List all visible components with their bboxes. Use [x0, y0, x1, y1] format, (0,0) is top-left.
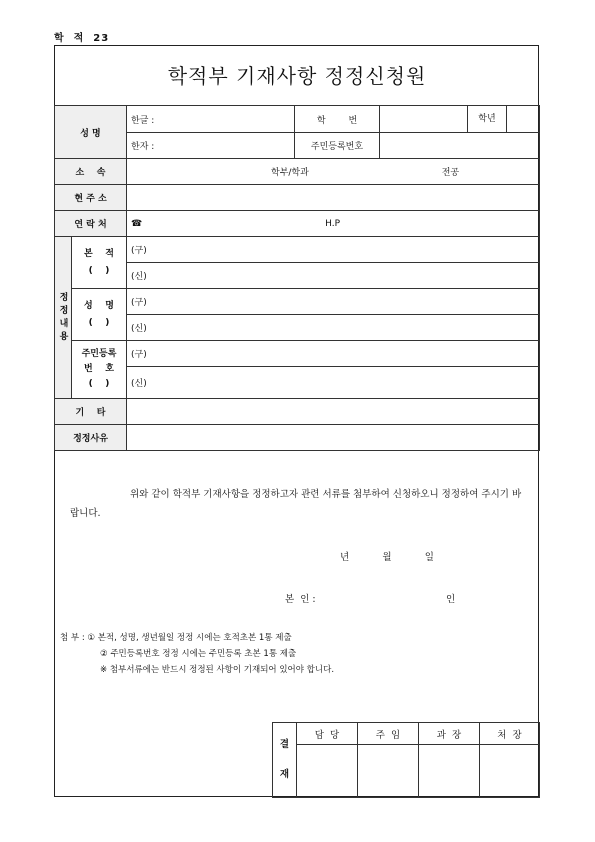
affiliation-label: 소 속: [55, 159, 127, 185]
approval-col-director: 처 장: [480, 723, 540, 745]
name2-label-text: 성 명: [84, 300, 114, 311]
date-line: 년 월 일: [340, 552, 434, 563]
student-no-field[interactable]: [380, 106, 468, 133]
domicile-paren: ( ): [88, 265, 110, 276]
approval-sign-staff[interactable]: [297, 745, 358, 798]
approval-label-b: 재: [279, 769, 290, 780]
name-new-field[interactable]: [127, 315, 540, 341]
affiliation-field[interactable]: [127, 159, 540, 185]
approval-label: [273, 723, 297, 798]
approval-table: [272, 722, 540, 798]
major-label: 전공: [441, 168, 460, 178]
hangul-label: 한글 :: [131, 115, 155, 126]
name2-paren: ( ): [88, 317, 110, 328]
rrn-new-field[interactable]: [127, 367, 540, 399]
signature-label: 본 인 :: [285, 594, 316, 605]
grade-field[interactable]: [507, 106, 539, 132]
rrn2-paren: ( ): [88, 379, 110, 389]
old-label: (구): [131, 298, 147, 308]
domicile-new-field[interactable]: [127, 263, 540, 289]
name2-label: [72, 289, 127, 341]
rrn-old-field[interactable]: [127, 341, 540, 367]
hangul-name-field[interactable]: [127, 106, 295, 133]
old-label: (구): [131, 350, 147, 360]
rrn2-label: [72, 341, 127, 399]
rrn2-label-text: 주민등록: [81, 349, 117, 359]
rrn-field[interactable]: [380, 133, 540, 159]
contact-label: 연 락 처: [55, 211, 127, 237]
attachment-note-1: 첨 부 : ① 본적, 성명, 생년월일 정정 시에는 호적초본 1통 제출: [60, 633, 292, 643]
document-code: 학 적 23: [54, 33, 110, 44]
attachment-note-2: ② 주민등록번호 정정 시에는 주민등록 초본 1통 제출: [100, 649, 297, 659]
dept-label: 학부/학과: [271, 168, 309, 178]
student-no-label: 학 번: [295, 106, 380, 133]
other-label: 기 타: [55, 399, 127, 425]
new-label: (신): [131, 324, 147, 334]
domicile-label-text: 본 적: [84, 248, 114, 259]
rrn-label: 주민등록번호: [295, 133, 380, 159]
phone-icon: ☎: [131, 218, 143, 229]
name-old-field[interactable]: [127, 289, 540, 315]
new-label: (신): [131, 379, 147, 389]
approval-sign-chief[interactable]: [358, 745, 419, 798]
reason-field[interactable]: [127, 425, 540, 451]
hanja-label: 한자 :: [131, 142, 155, 152]
approval-col-manager: 과 장: [419, 723, 480, 745]
seal-label: 인: [446, 594, 456, 605]
contact-field[interactable]: [127, 211, 540, 237]
other-field[interactable]: [127, 399, 540, 425]
correction-section-label: 정정내용: [55, 237, 72, 399]
new-label: (신): [131, 272, 147, 282]
domicile-old-field[interactable]: [127, 237, 540, 263]
approval-label-a: 결: [279, 739, 290, 750]
old-label: (구): [131, 246, 147, 256]
request-statement: 위와 같이 학적부 기재사항을 정정하고자 관련 서류를 첨부하여 신청하오니 정정하여 주시기 바랍니다.: [70, 489, 522, 519]
name-label: 성 명: [55, 106, 127, 159]
address-field[interactable]: [127, 185, 540, 211]
approval-sign-director[interactable]: [480, 745, 540, 798]
grade-cell: [468, 106, 540, 133]
attachment-note-3: ※ 첨부서류에는 반드시 정정된 사항이 기재되어 있어야 합니다.: [100, 665, 335, 675]
form-title: 학적부 기재사항 정정신청원: [167, 64, 427, 88]
approval-col-staff: 담 당: [297, 723, 358, 745]
approval-sign-manager[interactable]: [419, 745, 480, 798]
grade-label: 학년: [468, 106, 507, 132]
domicile-label: [72, 237, 127, 289]
application-form-table: [54, 105, 540, 451]
reason-label: 정정사유: [55, 425, 127, 451]
hp-label: H.P: [325, 218, 340, 229]
approval-col-chief: 주 임: [358, 723, 419, 745]
hanja-name-field[interactable]: [127, 133, 295, 159]
address-label: 현 주 소: [55, 185, 127, 211]
rrn2-label-text-b: 번 호: [84, 364, 114, 374]
